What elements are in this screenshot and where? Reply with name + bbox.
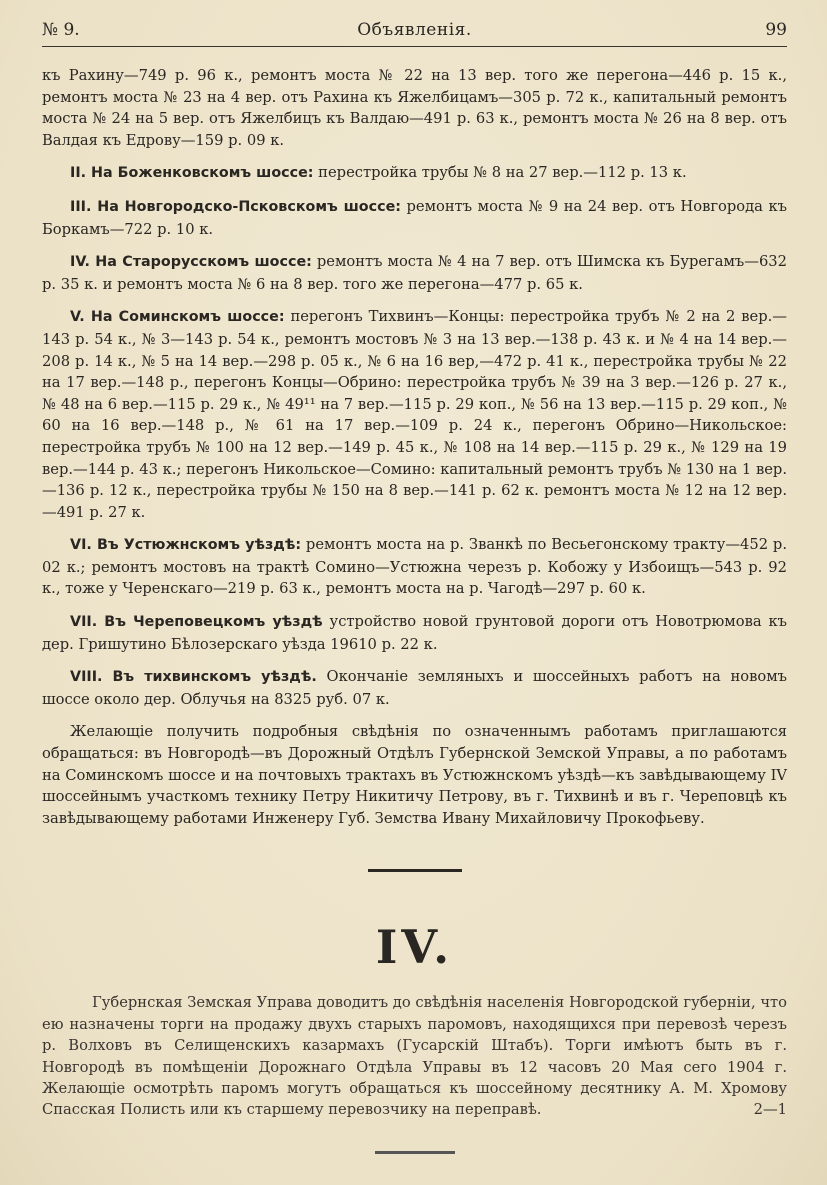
section-divider <box>368 869 462 872</box>
paragraph-lead: VII. Въ Череповецкомъ уѣздѣ <box>70 614 323 631</box>
paragraph-item-6 <box>42 534 787 600</box>
paragraph-item-3 <box>42 196 787 240</box>
paragraph-text: ремонтъ моста № 4 на 7 вер. отъ Шимска къ Бурегамъ—632 р. 35 к. и ремонтъ моста № 6 на 8 вер. того же перегона—477 р. 65 к. <box>42 253 787 293</box>
paragraph-text: Желающіе получить подробныя свѣдѣнія по означеннымъ работамъ приглашаются обращаться: въ Новгородѣ—въ Дорожный Отдѣлъ Губернской Земской Управы, а по работамъ на Соминскомъ шоссе и на почтовыхъ трактахъ въ Устюжнскомъ уѣздѣ—къ завѣдывающему IV шоссейнымъ участкомъ технику Петру Никитичу Петрову, въ г. Тихвинѣ и въ г. Череповцѣ къ завѣдывающему работами Инженеру Губ. Земства Ивану Михайловичу Прокофьеву. <box>42 723 787 827</box>
paragraph-text: устройство новой грунтовой дороги отъ Новотрюмова къ дер. Гришутино Бѣлозерскаго уѣзда 19610 р. 22 к. <box>42 613 787 653</box>
paragraph-lead: II. На Боженковскомъ шоссе: <box>70 165 314 182</box>
bottom-divider <box>375 1151 455 1154</box>
paragraph-item-7 <box>42 611 787 655</box>
paragraph-lead: III. На Новгородско-Псковскомъ шоссе: <box>70 198 401 215</box>
section-title: Объявленія. <box>357 20 472 40</box>
paragraph-lead: VI. Въ Устюжнскомъ уѣздѣ: <box>70 537 302 554</box>
notice-signature: 2—1 <box>753 1101 787 1119</box>
paragraph-text: ремонтъ моста на р. Званкѣ по Весьегонскому тракту—452 р. 02 к.; ремонтъ мостовъ на трактѣ Сомино—Устюжна черезъ р. Кобожу у Избоищъ—543 р. 92 к., тоже у Черенскаго—219 р. 63 к., ремонтъ моста на р. Чагодѣ—297 р. 60 к. <box>42 536 787 598</box>
paragraph-continuation <box>42 65 787 151</box>
paragraph-text: перегонъ Тихвинъ—Концы: перестройка трубъ № 2 на 2 вер.—143 р. 54 к., № 3—143 р. 54 к., ремонтъ мостовъ № 3 на 13 вер.—138 р. 43 к. и № 4 на 14 вер.—208 р. 14 к., № 5 на 14 вер.—298 р. 05 к., № 6 на 16 вер,—472 р. 41 к., перестройка трубы № 22 на 17 вер.—148 р., перегонъ Концы—Обрино: перестройка трубъ № 39 на 3 вер.—126 р. 27 к., № 48 на 6 вер.—115 р. 29 к., № 49¹¹ на 7 вер.—115 р. 29 коп., № 56 на 13 вер.—115 р. 29 коп., № 60 на 16 вер.—148 р., № 61 на 17 вер.—109 р. 24 к., перегонъ Обрино—Никольское: перестройка трубъ № 100 на 12 вер.—149 р. 45 к., № 108 на 14 вер.—115 р. 29 к., № 129 на 19 вер.—144 р. 43 к.; перегонъ Никольское—Сомино: капитальный ремонтъ трубъ № 130 на 1 вер.—136 р. 12 к., перестройка трубы № 150 на 8 вер.—141 р. 62 к. ремонтъ моста № 12 на 12 вер.—491 р. 27 к. <box>42 308 787 521</box>
paragraph-item-2 <box>42 162 787 185</box>
notice-text <box>42 992 787 1120</box>
paragraph-contact-info <box>42 721 787 829</box>
paragraph-text: перестройка трубы № 8 на 27 вер.—112 р. 13 к. <box>313 164 687 182</box>
section-numeral: IV. <box>375 920 454 975</box>
page-header <box>42 20 787 47</box>
paragraph-item-5 <box>42 306 787 523</box>
paragraph-lead: VIII. Въ тихвинскомъ уѣздѣ. <box>70 669 317 686</box>
paragraph-item-4 <box>42 251 787 295</box>
issue-number: № 9. <box>42 20 80 40</box>
paragraph-text: ремонтъ моста № 9 на 24 вер. отъ Новгорода къ Боркамъ—722 р. 10 к. <box>42 197 787 238</box>
ferry-sale-notice <box>42 992 787 1120</box>
announcement-body <box>42 65 787 829</box>
paragraph-lead: V. На Соминскомъ шоссе: <box>70 309 285 326</box>
paragraph-text: Окончаніе земляныхъ и шоссейныхъ работъ на новомъ шоссе около дер. Облучья на 8325 руб. 07 к. <box>42 668 787 708</box>
paragraph-item-8 <box>42 666 787 710</box>
paragraph-text: къ Рахину—749 р. 96 к., ремонтъ моста № 22 на 13 вер. того же перегона—446 р. 15 к., ремонтъ моста № 23 на 4 вер. отъ Рахина къ Яжелбицамъ—305 р. 72 к., капитальный ремонтъ моста № 24 на 5 вер. отъ Яжелбицъ къ Валдаю—491 р. 63 к., ремонтъ моста № 26 на 8 вер. отъ Валдая къ Едрову—159 р. 09 к. <box>42 67 787 149</box>
notice-body: Губернская Земская Управа доводитъ до свѣдѣнія населенія Новгородской губерніи, что ею назначены торги на продажу двухъ старыхъ паромовъ, находящихся при перевозѣ черезъ р. Волховъ въ Селищенскихъ казармахъ (Гусарскій Штабъ). Торги имѣютъ быть въ г. Новгородѣ въ помѣщеніи Дорожнаго Отдѣла Управы въ 12 часовъ 20 Мая сего 1904 г. Желающіе осмотрѣть паромъ могутъ обращаться къ шоссейному десятнику А. М. Хромову Спасская Полисть или къ старшему перевозчику на переправѣ. <box>42 994 787 1119</box>
paragraph-lead: IV. На Старорусскомъ шоссе: <box>70 254 312 271</box>
page-number: 99 <box>765 20 787 40</box>
